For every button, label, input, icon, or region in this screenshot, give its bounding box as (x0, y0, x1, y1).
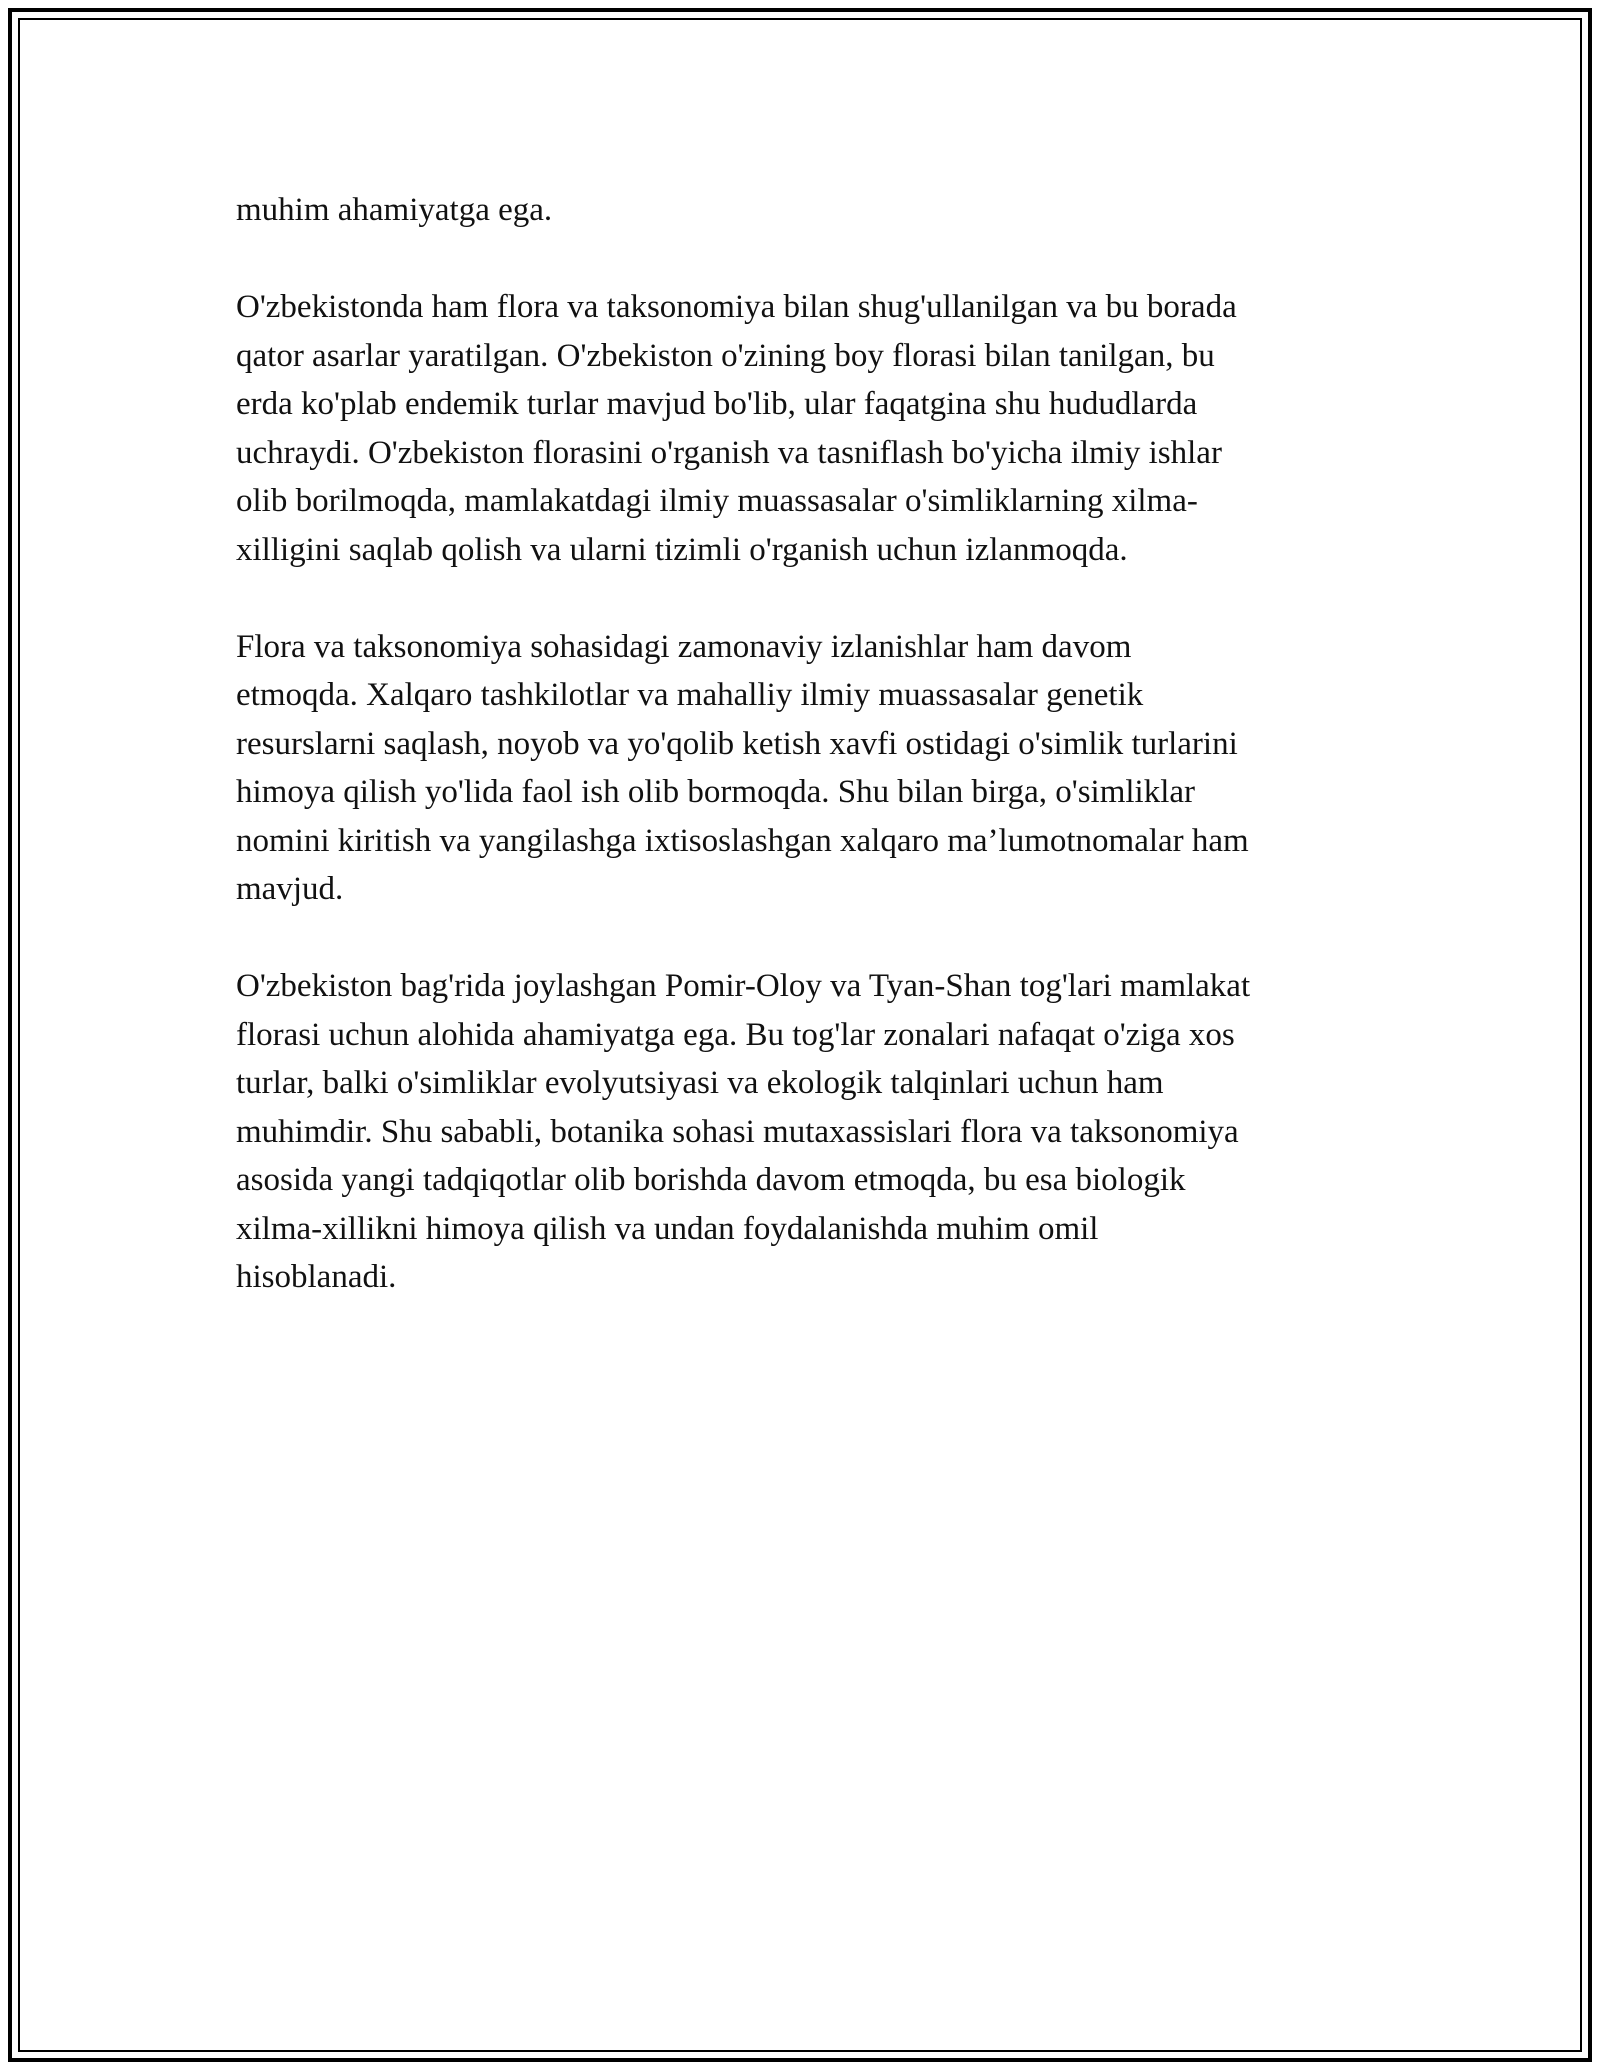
paragraph-modern-research: Flora va taksonomiya sohasidagi zamonaviy izlanishlar ham davom etmoqda. Xalqaro tashkilotlar va mahalliy ilmiy muassasalar genetik resurslarni saqlash, noyob va yo'qolib ketish xavfi ostidagi o'simlik turlarini himoya qilish yo'lida faol ish olib bormoqda. Shu bilan birga, o'simliklar nomini kiritish va yangilashga ixtisoslashgan xalqaro ma’lumotnomalar ham mavjud. (236, 628, 1249, 907)
document-body (236, 186, 1376, 1350)
paragraph-continuation: muhim ahamiyatga ega. (236, 192, 553, 228)
paragraph-mountains: O'zbekiston bag'rida joylashgan Pomir-Oloy va Tyan-Shan tog'lari mamlakat florasi uchun alohida ahamiyatga ega. Bu tog'lar zonalari nafaqat o'ziga xos turlar, balki o'simliklar evolyutsiyasi va ekologik talqinlari uchun ham muhimdir. Shu sababli, botanika sohasi mutaxassislari flora va taksonomiya asosida yangi tadqiqotlar olib borishda davom etmoqda, bu esa biologik xilma-xillikni himoya qilish va undan foydalanishda muhim omil hisoblanadi. (236, 968, 1251, 1295)
paragraph-uzbekistan-flora: O'zbekistonda ham flora va taksonomiya bilan shug'ullanilgan va bu borada qator asarlar yaratilgan. O'zbekiston o'zining boy florasi bilan tanilgan, bu erda ko'plab endemik turlar mavjud bo'lib, ular faqatgina shu hududlarda uchraydi. O'zbekiston florasini o'rganish va tasniflash bo'yicha ilmiy ishlar olib borilmoqda, mamlakatdagi ilmiy muassasalar o'simliklarning xilma- xilligini saqlab qolish va ularni tizimli o'rganish uchun izlanmoqda. (236, 289, 1237, 568)
